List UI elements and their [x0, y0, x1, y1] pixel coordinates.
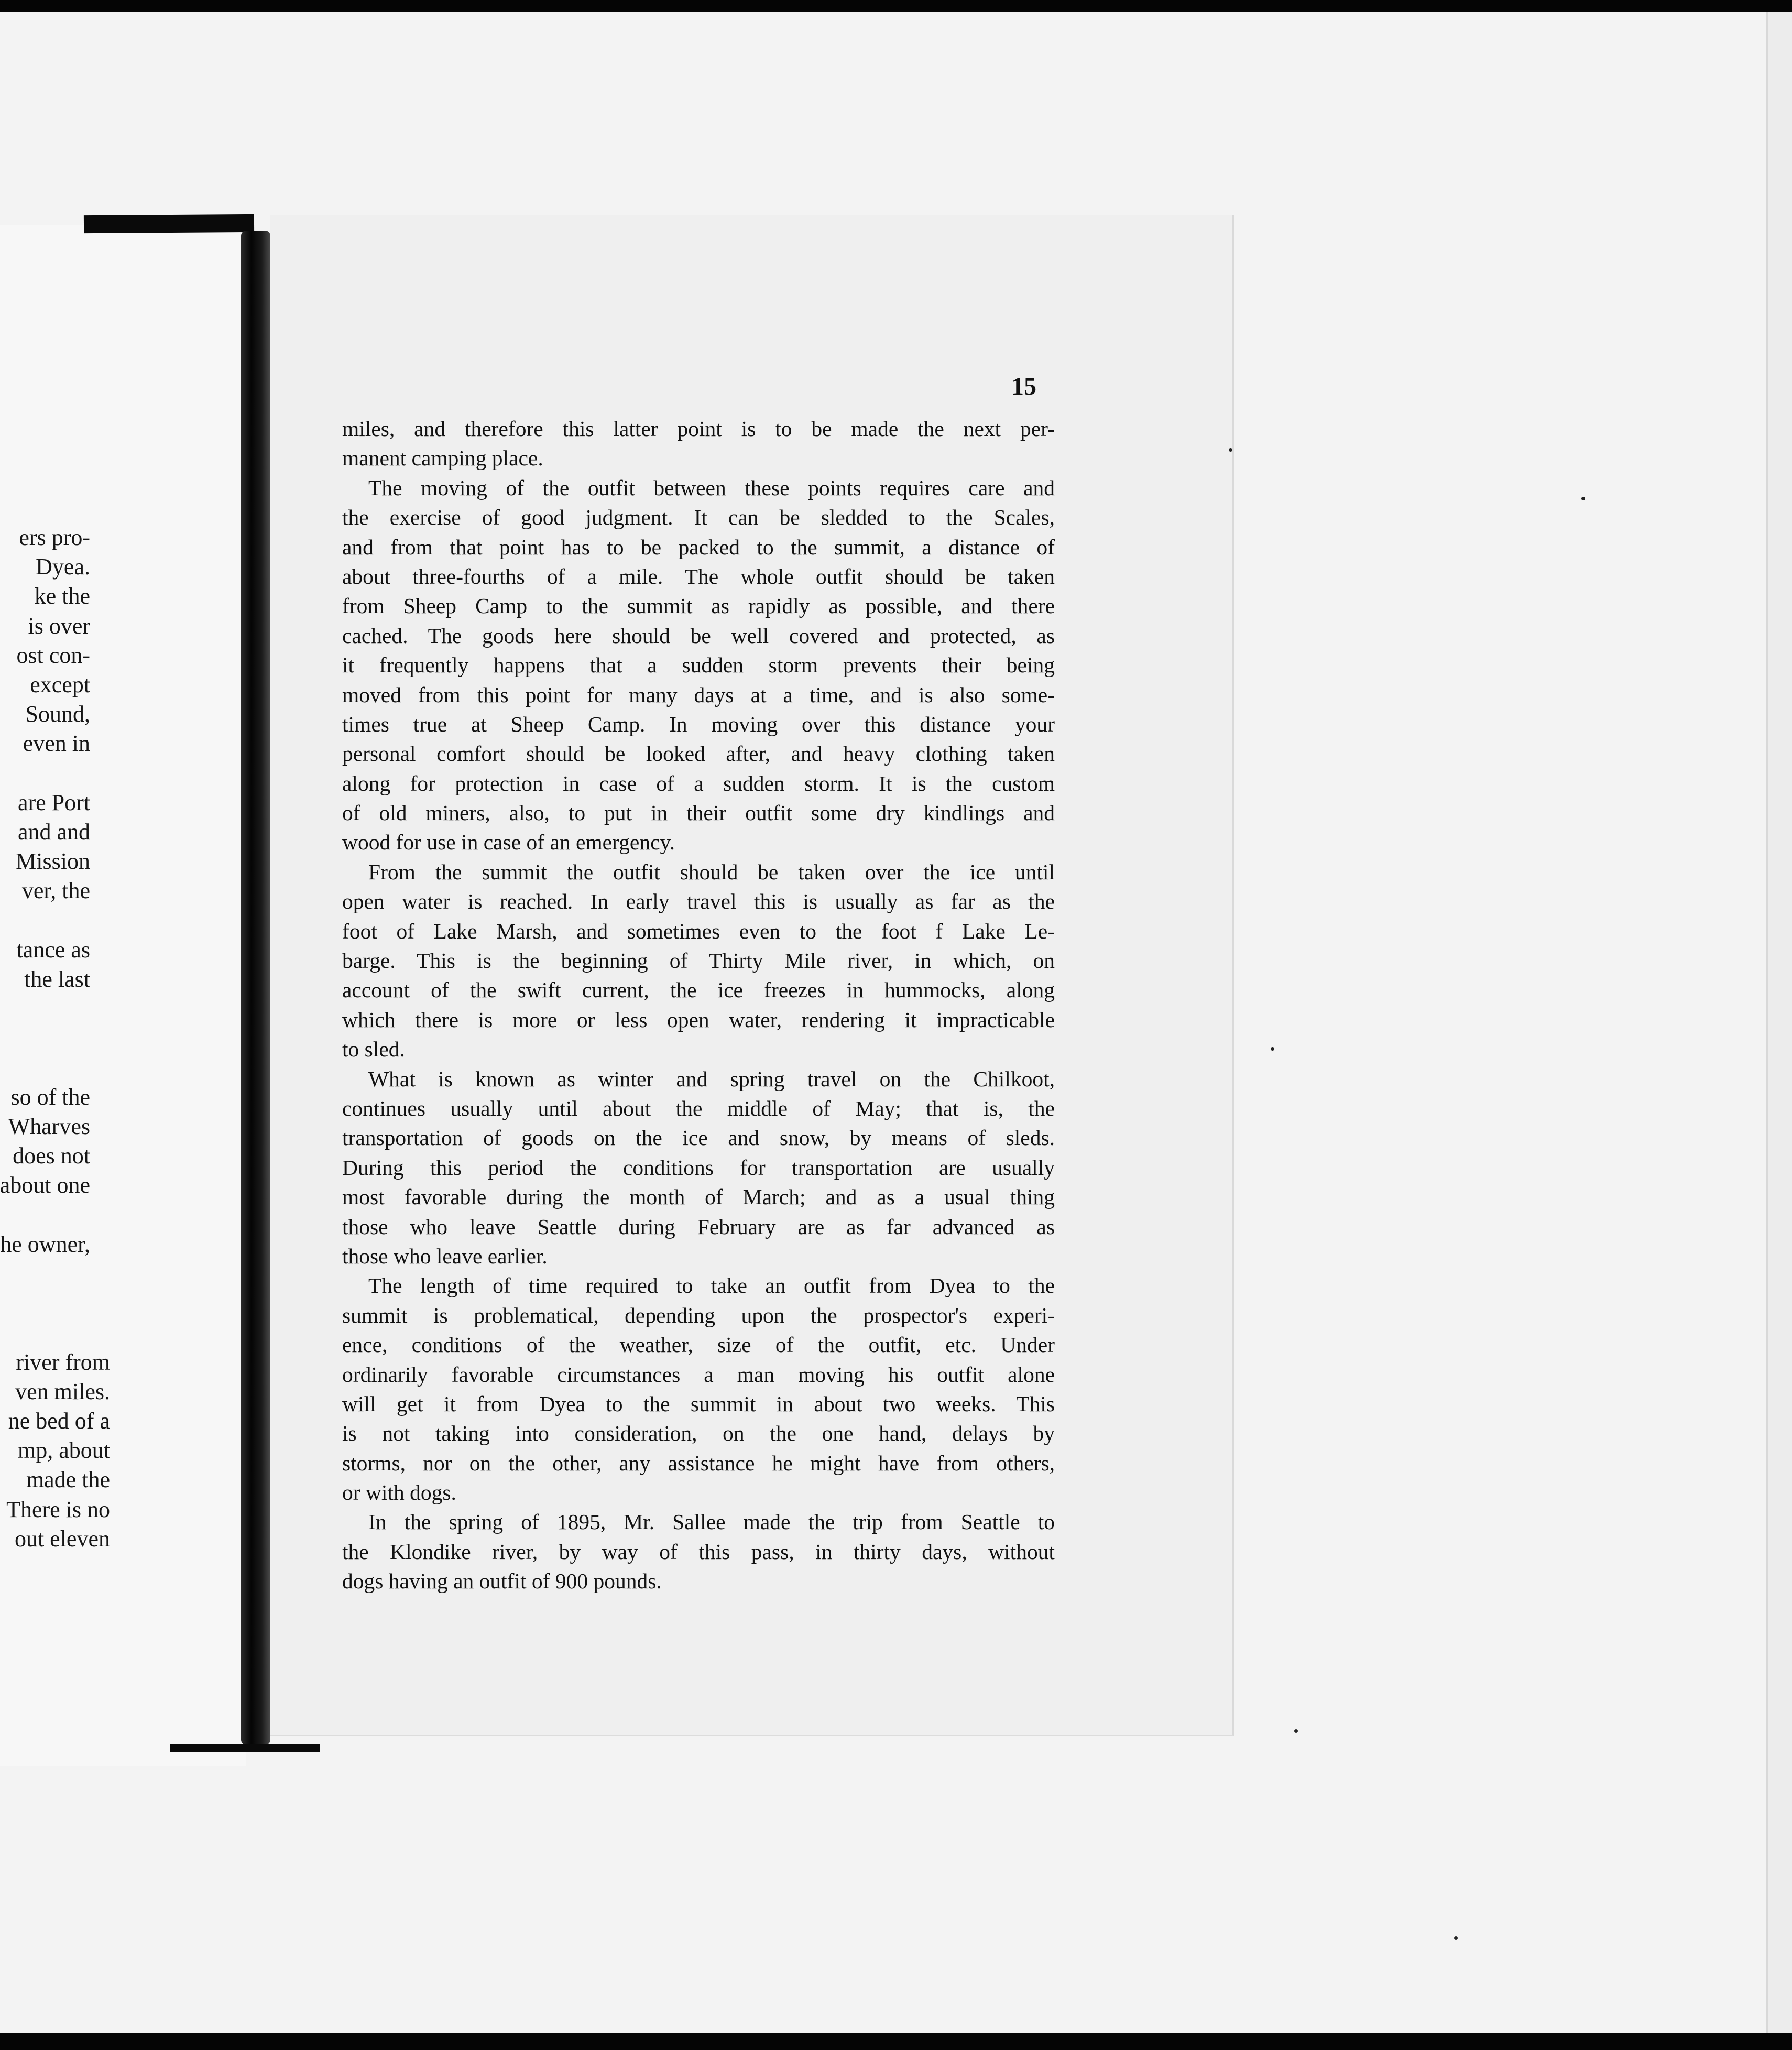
previous-page-line: even in	[23, 730, 90, 757]
paragraph-line: moved from this point for many days at a time, and is also some-	[342, 682, 1055, 707]
previous-page-line: is over	[28, 613, 90, 639]
previous-page-line: Sound,	[25, 701, 90, 727]
paragraph-line: storms, nor on the other, any assistance he might have from others,	[342, 1451, 1055, 1475]
previous-page-line: There is no	[6, 1496, 110, 1522]
paragraph-line: personal comfort should be looked after, and heavy clothing taken	[342, 742, 1055, 766]
paragraph-line: cached. The goods here should be well covered and protected, as	[342, 623, 1055, 648]
previous-page-line: ne bed of a	[8, 1408, 110, 1434]
previous-page-line: mp, about	[18, 1437, 110, 1464]
previous-page-line: made the	[26, 1467, 110, 1493]
previous-page-line: except	[30, 672, 90, 697]
paragraph-line: In the spring of 1895, Mr. Sallee made the trip from Seattle to	[368, 1510, 1055, 1534]
previous-page-line: tance as	[16, 936, 90, 963]
paragraph-line: is not taking into consideration, on the one hand, delays by	[342, 1421, 1055, 1446]
paragraph-line: transportation of goods on the ice and snow, by means of sleds.	[342, 1126, 1055, 1150]
previous-page-line: river from	[16, 1349, 110, 1375]
paragraph-line: manent camping place.	[342, 446, 543, 471]
paragraph-line: continues usually until about the middle of May; that is, the	[342, 1096, 1055, 1120]
paragraph-line: of old miners, also, to put in their outfit some dry kindlings and	[342, 801, 1055, 825]
paragraph-line: What is known as winter and spring travel on the Chilkoot,	[368, 1066, 1055, 1091]
previous-page-line: so of the	[10, 1084, 90, 1110]
paragraph-line: During this period the conditions for transportation are usually	[342, 1155, 1055, 1180]
scan-bottom-border	[0, 2033, 1792, 2050]
binding-clip-bottom	[170, 1744, 320, 1752]
paragraph-line: From the summit the outfit should be taken over the ice until	[368, 859, 1055, 884]
paragraph-line: ence, conditions of the weather, size of the outfit, etc. Under	[342, 1333, 1055, 1357]
scan-speck	[1454, 1936, 1458, 1940]
scan-speck	[1271, 1047, 1274, 1051]
paragraph-line: The moving of the outfit between these points requires care and	[368, 475, 1055, 500]
previous-page-line: Mission	[16, 848, 90, 875]
previous-page-line: he owner,	[0, 1231, 90, 1257]
paragraph-line: along for protection in case of a sudden storm. It is the custom	[342, 771, 1055, 795]
paragraph-line: those who leave earlier.	[342, 1244, 548, 1268]
paragraph-line: and from that point has to be packed to the summit, a distance of	[342, 535, 1055, 559]
paragraph-line: will get it from Dyea to the summit in about two weeks. This	[342, 1391, 1055, 1416]
page-number: 15	[1011, 373, 1036, 400]
paragraph-line: dogs having an outfit of 900 pounds.	[342, 1569, 662, 1594]
scan-speck	[1294, 1729, 1298, 1733]
paragraph-line: foot of Lake Marsh, and sometimes even to the foot f Lake Le-	[342, 919, 1055, 943]
paragraph-line: summit is problematical, depending upon the prospector's experi-	[342, 1303, 1055, 1327]
paragraph-line: from Sheep Camp to the summit as rapidly as possible, and there	[342, 594, 1055, 618]
previous-page-line: and and	[17, 819, 90, 845]
book-spine	[241, 231, 270, 1745]
paragraph-line: barge. This is the beginning of Thirty Mile river, in which, on	[342, 948, 1055, 973]
paragraph-line: ordinarily favorable circumstances a man moving his outfit alone	[342, 1362, 1055, 1387]
previous-page-line: out eleven	[14, 1525, 110, 1552]
paragraph-line: times true at Sheep Camp. In moving over this distance your	[342, 712, 1055, 736]
adjacent-sheet-edge	[1766, 12, 1792, 2033]
previous-page-line: the last	[24, 966, 90, 992]
paragraph-line: the Klondike river, by way of this pass, in thirty days, without	[342, 1539, 1055, 1564]
binding-clip-top	[84, 214, 254, 233]
paragraph-line: most favorable during the month of March; and as a usual thing	[342, 1185, 1055, 1209]
paragraph-line: those who leave Seattle during February are as far advanced as	[342, 1214, 1055, 1239]
paragraph-line: miles, and therefore this latter point is to be made the next per-	[342, 417, 1055, 441]
paragraph-line: account of the swift current, the ice freezes in hummocks, along	[342, 978, 1055, 1002]
paragraph-line: or with dogs.	[342, 1480, 456, 1505]
paragraph-line: open water is reached. In early travel this is usually as far as the	[342, 889, 1055, 914]
paragraph-line: The length of time required to take an outfit from Dyea to the	[368, 1273, 1055, 1298]
page-body-text	[342, 414, 1055, 1596]
previous-page-line: are Port	[17, 789, 90, 815]
paragraph-line: the exercise of good judgment. It can be sledded to the Scales,	[342, 505, 1055, 530]
scan-top-border	[0, 0, 1792, 12]
paragraph-line: it frequently happens that a sudden storm prevents their being	[342, 653, 1055, 678]
previous-page-fragment	[0, 225, 246, 1766]
previous-page-line: about one	[0, 1172, 90, 1198]
previous-page-line: Dyea.	[36, 554, 90, 580]
scan-speck	[1229, 448, 1232, 452]
previous-page-line: ers pro-	[19, 525, 90, 550]
previous-page-line: ke the	[34, 583, 90, 609]
scan-speck	[1581, 497, 1585, 500]
previous-page-line: ver, the	[21, 878, 90, 904]
book-page	[270, 215, 1234, 1736]
paragraph-line: wood for use in case of an emergency.	[342, 830, 675, 855]
paragraph-line: to sled.	[342, 1037, 405, 1062]
previous-page-line: does not	[13, 1143, 90, 1169]
previous-page-line: Wharves	[8, 1114, 90, 1139]
previous-page-line: ost con-	[16, 642, 90, 668]
paragraph-line: which there is more or less open water, rendering it impracticable	[342, 1007, 1055, 1032]
previous-page-line: ven miles.	[15, 1378, 110, 1404]
paragraph-line: about three-fourths of a mile. The whole outfit should be taken	[342, 564, 1055, 588]
